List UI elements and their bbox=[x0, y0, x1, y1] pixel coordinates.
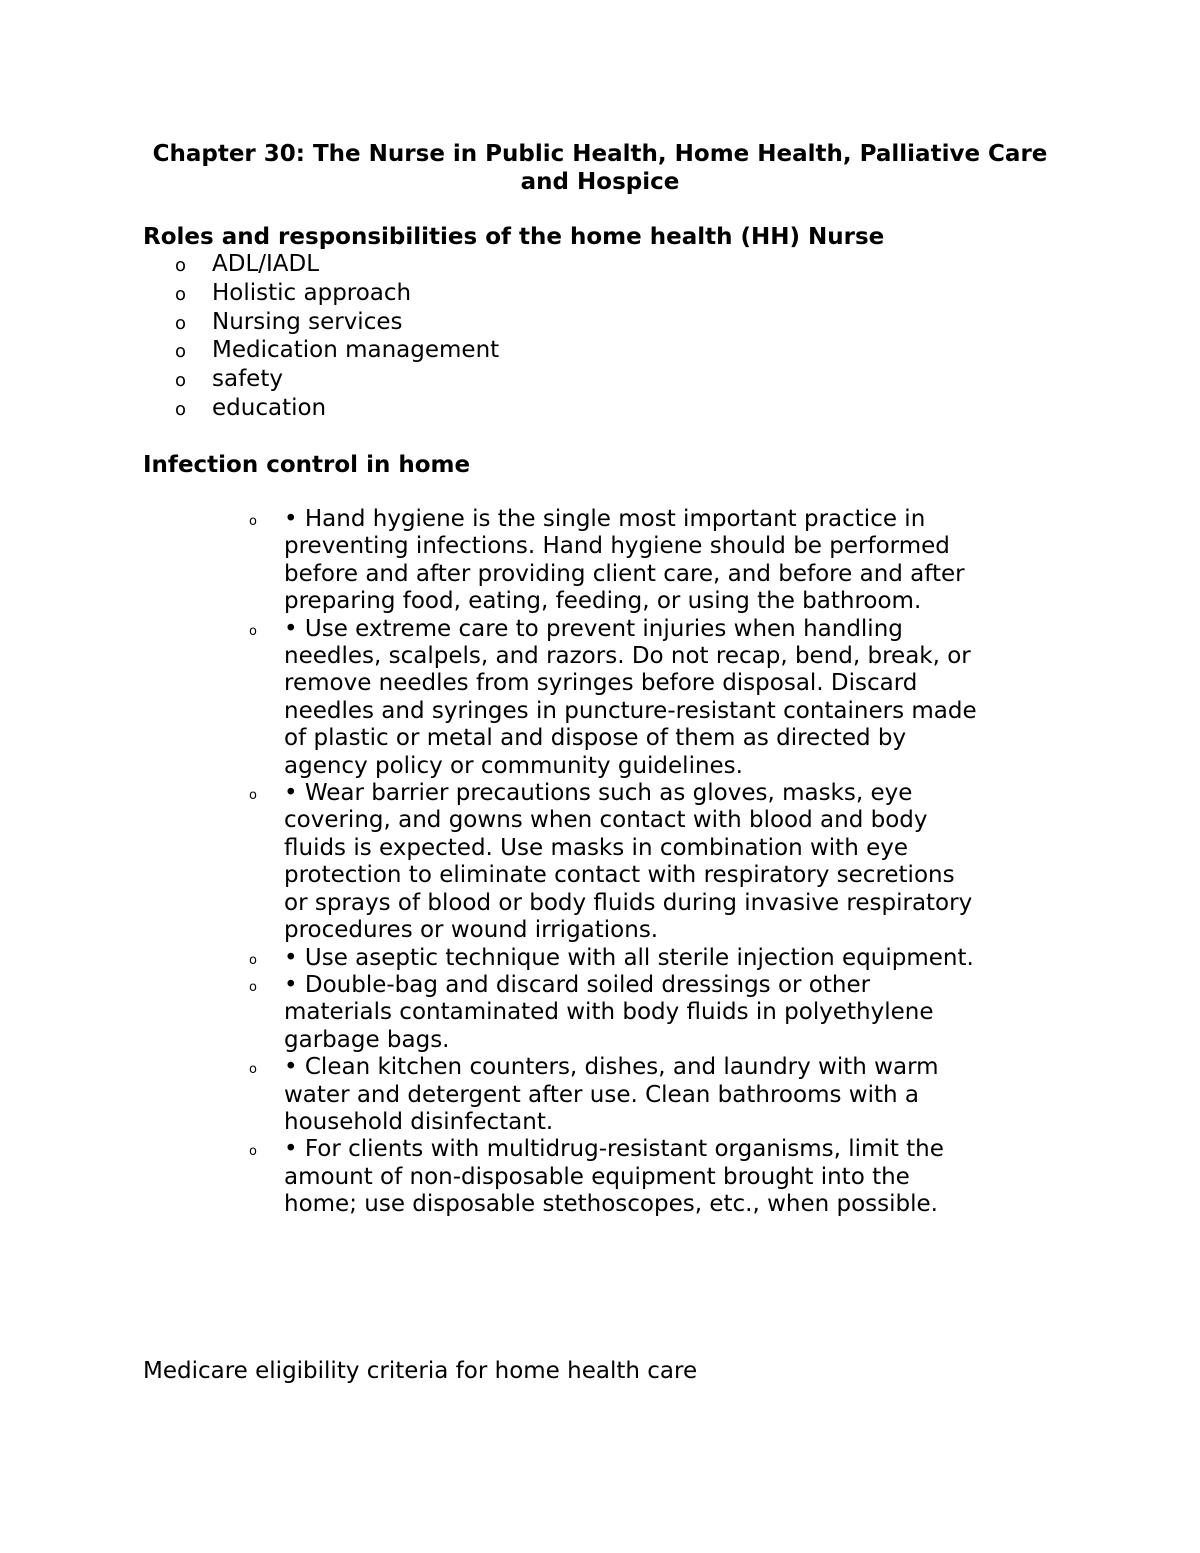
page-title: Chapter 30: The Nurse in Public Health, Home Health, Palliative Care and Hospice bbox=[152, 141, 1048, 195]
list-item: o • Hand hygiene is the single most important practice in preventing infections. Hand hygiene should be performed before and after providing client care, and before and after preparing food, eating, feeding, or using the bathroom. bbox=[249, 506, 965, 615]
hollow-bullet-icon: o bbox=[175, 398, 187, 420]
hollow-bullet-icon: o bbox=[249, 952, 257, 968]
list-item: o safety bbox=[175, 365, 499, 394]
medicare-heading: Medicare eligibility criteria for home health care bbox=[143, 1358, 698, 1384]
list-item: o • For clients with multidrug-resistant organisms, limit the amount of non-disposable equipment brought into the home; use disposable stethoscopes, etc., when possible. bbox=[249, 1136, 944, 1218]
hollow-bullet-icon: o bbox=[249, 514, 257, 529]
hollow-bullet-icon: o bbox=[175, 283, 187, 305]
list-item: o • Use extreme care to prevent injuries when handling needles, scalpels, and razors. Do not recap, bend, break, or remove needles from syringes before disposal. Discard needles and syringes in puncture-resistant containers made of plastic or metal and dispose of them as directed by agency policy or community guidelines. bbox=[249, 615, 977, 779]
roles-list bbox=[175, 250, 499, 423]
hollow-bullet-icon: o bbox=[249, 788, 257, 804]
hollow-bullet-icon: o bbox=[175, 341, 187, 363]
hollow-bullet-icon: o bbox=[249, 1144, 257, 1160]
hollow-bullet-icon: o bbox=[249, 1062, 257, 1078]
infection-heading: Infection control in home bbox=[143, 452, 471, 478]
list-item: o Medication management bbox=[175, 336, 499, 365]
list-item: o Holistic approach bbox=[175, 279, 499, 308]
hollow-bullet-icon: o bbox=[175, 370, 187, 392]
infection-list bbox=[245, 506, 985, 1219]
list-item: o • Double-bag and discard soiled dressings or other materials contaminated with body fluids in polyethylene garbage bags. bbox=[249, 971, 934, 1053]
hollow-bullet-icon: o bbox=[175, 312, 187, 334]
list-item: o Nursing services bbox=[175, 308, 499, 337]
hollow-bullet-icon: o bbox=[175, 255, 187, 276]
hollow-bullet-icon: o bbox=[249, 623, 257, 639]
list-item: o • Clean kitchen counters, dishes, and laundry with warm water and detergent after use. Clean bathrooms with a household disinfectant. bbox=[249, 1054, 939, 1135]
hollow-bullet-icon: o bbox=[249, 979, 257, 995]
list-item: o • Wear barrier precautions such as gloves, masks, eye covering, and gowns when contact with blood and body fluids is expected. Use masks in combination with eye protection to eliminate contact with respiratory secretions or sprays of blood or body fluids during invasive respiratory procedures or wound irrigations. bbox=[249, 780, 973, 944]
list-item: o • Use aseptic technique with all sterile injection equipment. bbox=[245, 945, 985, 972]
list-item: o education bbox=[175, 394, 499, 423]
list-item: o ADL/IADL bbox=[175, 250, 499, 279]
roles-heading: Roles and responsibilities of the home health (HH) Nurse bbox=[143, 224, 885, 250]
